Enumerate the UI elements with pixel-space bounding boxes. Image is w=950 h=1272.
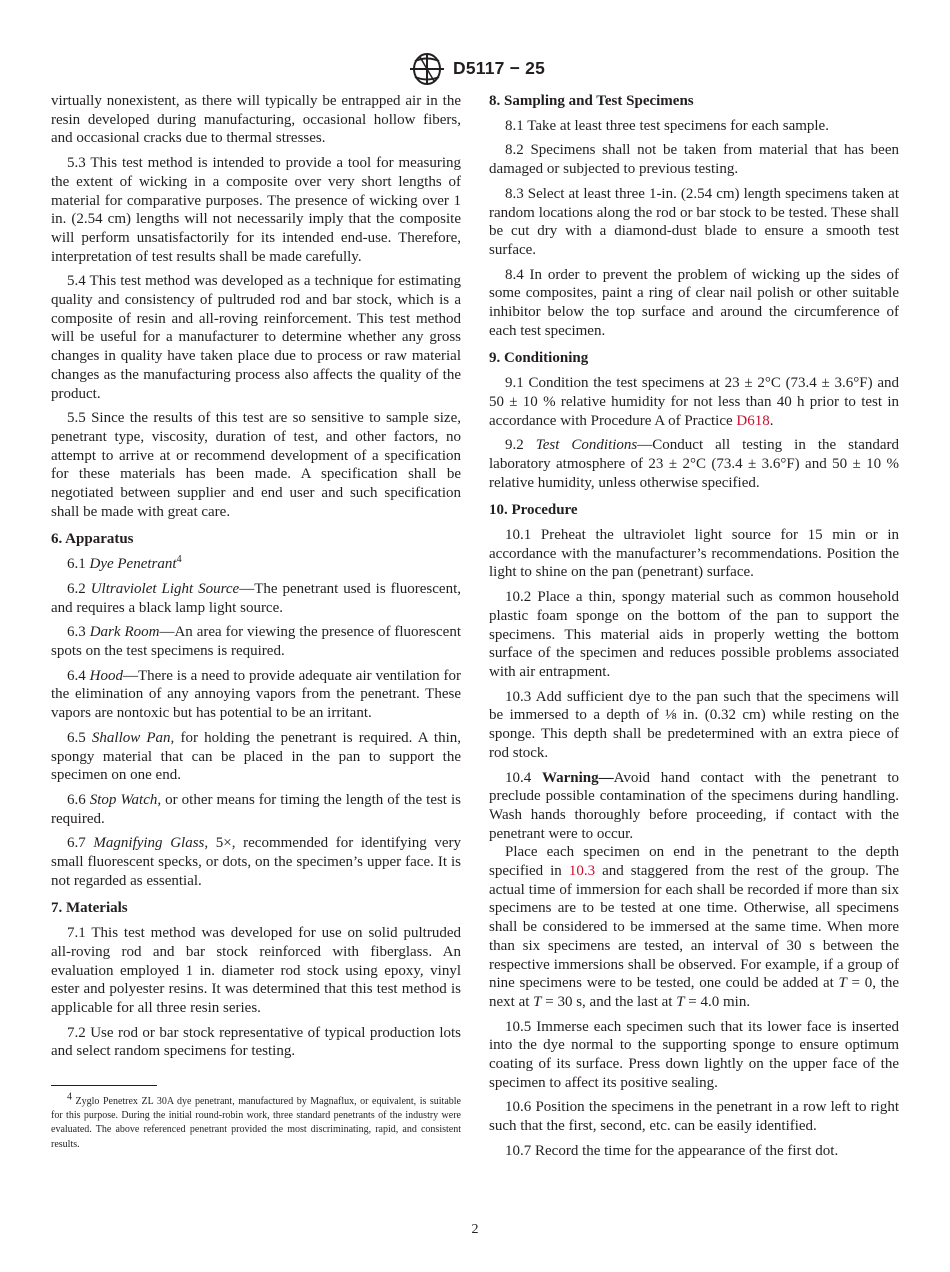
section-heading-sampling: 8. Sampling and Test Specimens (489, 93, 694, 109)
section-heading-conditioning: 9. Conditioning (489, 350, 589, 367)
paragraph-8-3: 8.3 Select at least three 1-in. (2.54 cm) length specimens taken at random locations along the rod or bar stock to be tested. These shall be cut dry with a diamond-dust blade to ensure a smooth test surface. (489, 185, 899, 258)
paragraph-9-2: 9.2 Test Conditions—Conduct all testing in the standard laboratory atmosphere of 23 ± 2°C (73.4 ± 3.6°F) and 50 ± 10 % relative humidity, unless otherwise specified. (489, 437, 899, 491)
paragraph-6-2: 6.2 Ultraviolet Light Source—The penetrant used is fluorescent, and requires a black lamp light source. (51, 580, 461, 616)
paragraph-6-3: 6.3 Dark Room—An area for viewing the presence of fluorescent spots on the test specimens is required. (51, 624, 462, 659)
paragraph-10-4-continued: Place each specimen on end in the penetrant to the depth specified in 10.3 and staggered from the rest of the group. The actual time of immersion for each shall be recorded if more than six specimens are to be tested at one time. Otherwise, all specimens shall be considered to be immersed at the same time. When more than six specimens are tested, an interval of 30 s between the respective immersions shall be observed. For example, if a group of nine specimens were to be tested, one could be added at T = 0, the next at T = 30 s, and the last at T = 4.0 min. (489, 844, 900, 1010)
section-heading-materials: 7. Materials (51, 900, 128, 917)
astm-logo-icon (407, 52, 447, 86)
link-10-3[interactable]: 10.3 (568, 863, 596, 880)
footnote-divider (51, 1085, 157, 1086)
paragraph-6-5: 6.5 Shallow Pan, for holding the penetrant is required. A thin, spongy material that can be placed in the pan to support the specimen on one end. (51, 729, 461, 784)
link-d618[interactable]: D618 (736, 412, 770, 429)
paragraph-6-1: 6.1 Dye Penetrant$^4$ (67, 554, 182, 573)
paragraph-10-7: 10.7 Record the time for the appearance of the first dot. (505, 1142, 839, 1159)
paragraph-10-1: 10.1 Preheat the ultraviolet light source for 15 min or in accordance with the manufacturer’s recommendations. Position the light to shine on the pan (penetrant) surface. (489, 527, 899, 581)
paragraph-7-2: 7.2 Use rod or bar stock representative of typical production lots and select random specimens for testing. (51, 1024, 461, 1060)
paragraph-9-1: 9.1 Condition the test specimens at 23 ± 2°C (73.4 ± 3.6°F) and 50 ± 10 % relative humidity for not less than 40 h prior to test in accordance with Procedure A of Practice D618. (489, 375, 899, 429)
footnote-4: $^4$ Zyglo Penetrex ZL 30A dye penetrant, manufactured by Magnaflux, or equivalent, is suitable for this purpose. During the initial round-robin work, three standard penetrants of the industry were evaluated. The above referenced penetrant provided the most discriminating, rapid, and consistent results. (51, 1091, 461, 1150)
paragraph-5-5: 5.5 Since the results of this test are so sensitive to sample size, penetrant type, viscosity, duration of test, and other factors, no attempt to arrive at or recommend development of a specification for these materials has been made. A specification shall be negotiated between supplier and end user and such specification shall be made with great care. (51, 410, 461, 520)
left-column (51, 92, 461, 1152)
section-heading-apparatus: 6. Apparatus (51, 531, 134, 548)
paragraph-10-2: 10.2 Place a thin, spongy material such as common household plastic foam sponge on the bottom of the pan to support the specimens. This material aids in properly wetting the bottom surface of the specimen and reduces possible problems associated with air entrapment. (489, 589, 899, 680)
paragraph-10-4: 10.4 Warning—Avoid hand contact with the penetrant to preclude possible contamination of the specimens during handling. Wash hands thoroughly before proceeding, if contact with the penetrant were to occur. (489, 769, 899, 842)
footnote-ref: 4 (176, 554, 182, 566)
paragraph-8-1: 8.1 Take at least three test specimens for each sample. (505, 117, 829, 134)
paragraph-intro: virtually nonexistent, as there will typically be entrapped air in the resin developed during manufacturing, occasional hollow fibers, and occasional cracks due to thermal stresses. (51, 93, 461, 147)
page-number: 2 (471, 1222, 479, 1237)
paragraph-10-6: 10.6 Position the specimens in the penetrant in a row left to right such that the first, second, etc. can be easily identified. (489, 1099, 899, 1135)
paragraph-7-1: 7.1 This test method was developed for use on solid pultruded all-roving rod and bar stock reinforced with fiberglass. An evaluation employed 1 in. diameter rod stock using epoxy, vinyl ester and polyester resins. It was determined that this test method is applicable for all three resin series. (51, 925, 461, 1016)
paragraph-6-4: 6.4 Hood—There is a need to provide adequate air ventilation for the elimination of any annoying vapors from the penetrant. These vapors are nontoxic but has potential to be an irritant. (51, 667, 462, 722)
paragraph-6-7: 6.7 Magnifying Glass, 5×, recommended for identifying very small fluorescent specks, or dots, on the specimen’s upper face. It is not regarded as essential. (51, 835, 462, 889)
right-column (489, 92, 899, 1167)
paragraph-5-3: 5.3 This test method is intended to provide a tool for measuring the extent of wicking in a composite over very short lengths of material for comparative purposes. The presence of wicking over 1 in. (2.54 cm) lengths will not necessarily imply that the composite will perform unsatisfactorily for its intended end-use. Therefore, interpretation of test results shall be made carefully. (51, 155, 461, 265)
section-heading-procedure: 10. Procedure (489, 502, 578, 519)
paragraph-8-2: 8.2 Specimens shall not be taken from material that has been damaged or subjected to previous testing. (489, 142, 899, 178)
paragraph-10-3: 10.3 Add sufficient dye to the pan such that the specimens will be immersed to a depth of ⅛ in. (0.32 cm) while resting on the sponge. This depth shall be predetermined with an extra piece of rod stock. (489, 688, 899, 761)
paragraph-6-6: 6.6 Stop Watch, or other means for timing the length of the test is required. (51, 791, 461, 827)
page-header (0, 52, 950, 86)
paragraph-10-5: 10.5 Immerse each specimen such that its lower face is inserted into the dye normal to the supporting sponge to ensure optimum coating of its surface. Press down lightly on the upper face of the specimen to affect its positive sealing. (489, 1018, 899, 1091)
paragraph-5-4: 5.4 This test method was developed as a technique for estimating quality and consistency of pultruded rod and bar stock, which is a composite of resin and all-roving reinforcement. This test method will be useful for a manufacturer to determine whether any gross changes in quality have taken place due to process or raw material changes as the manufacturing process also affects the quality of the product. (51, 273, 461, 402)
document-id: D5117 − 25 (453, 58, 546, 78)
paragraph-8-4: 8.4 In order to prevent the problem of wicking up the sides of some composites, paint a ring of clear nail polish or other suitable inhibitor below the top surface and around the circumference of each test specimen. (489, 266, 899, 339)
